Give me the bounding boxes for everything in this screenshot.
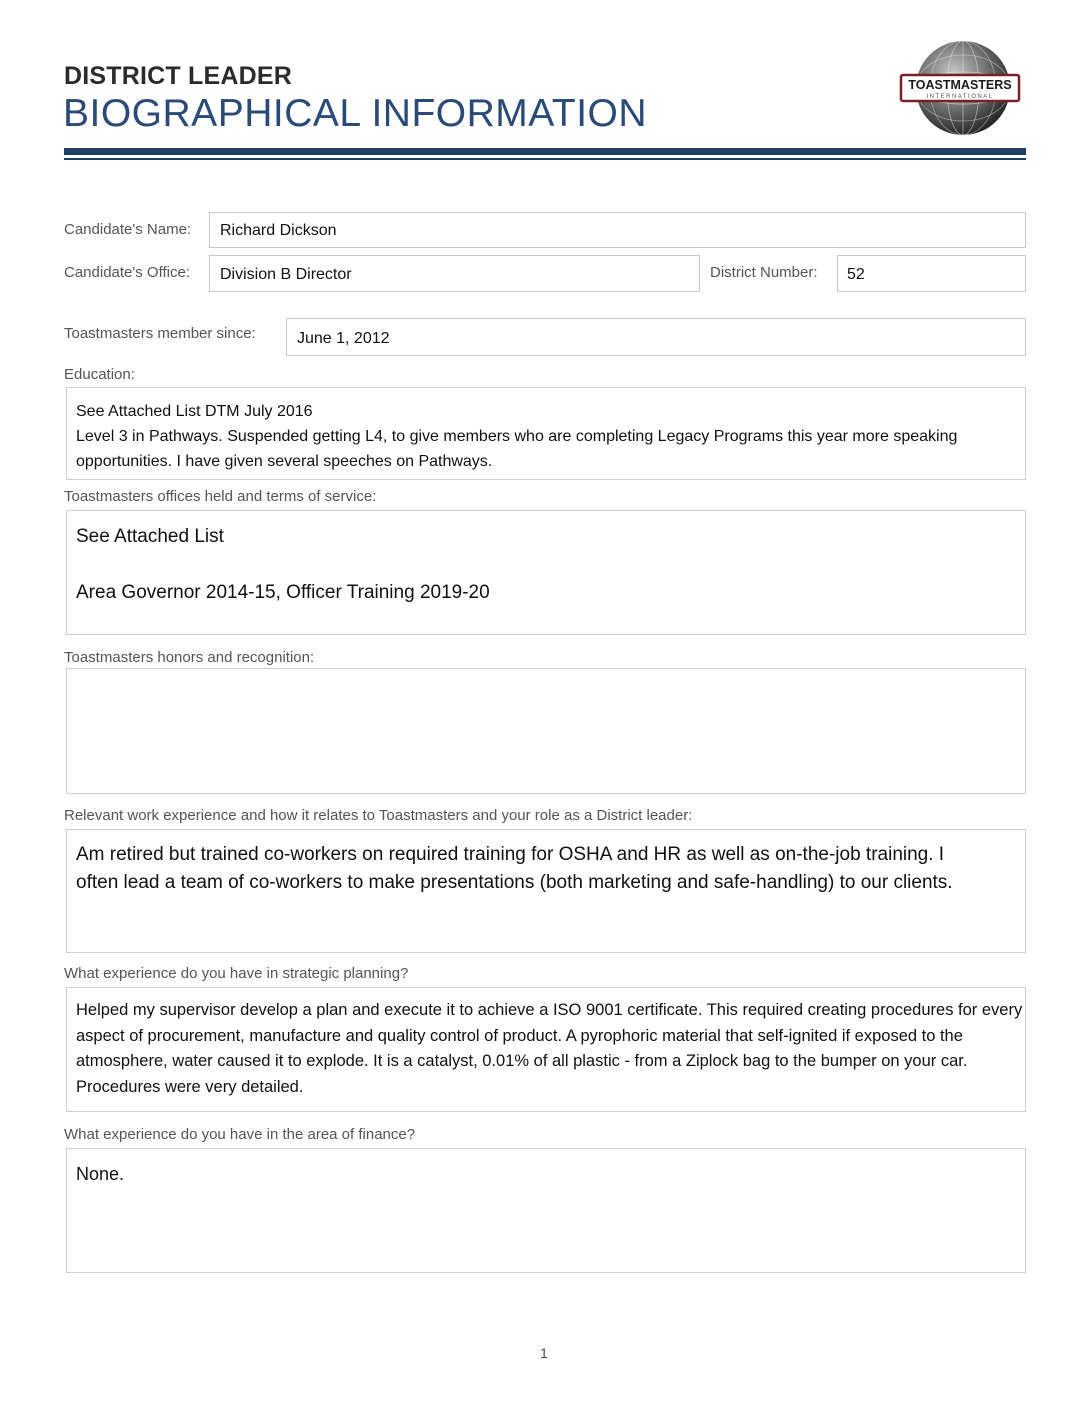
offices-held-label: Toastmasters offices held and terms of service:	[64, 488, 377, 505]
form-title-top: DISTRICT LEADER	[64, 62, 292, 90]
candidate-name-value: Richard Dickson	[220, 222, 337, 239]
candidate-office-field[interactable]	[209, 255, 700, 292]
work-experience-text: Am retired but trained co-workers on required training for OSHA and HR as well as on-the-job training. I often lead a team of co-workers to make presentations (both marketing and safe-handling) to our clients.	[76, 844, 953, 893]
strategic-planning-textarea[interactable]	[66, 987, 1026, 1112]
finance-textarea[interactable]	[66, 1148, 1026, 1273]
logo-subtext: INTERNATIONAL	[926, 94, 994, 100]
member-since-label: Toastmasters member since:	[64, 325, 256, 342]
education-textarea[interactable]	[66, 387, 1026, 480]
district-number-field[interactable]	[837, 255, 1026, 292]
header-rule-thin	[64, 158, 1026, 160]
honors-textarea[interactable]	[66, 668, 1026, 794]
district-number-value: 52	[847, 266, 865, 283]
member-since-field[interactable]	[286, 318, 1026, 356]
district-number-label: District Number:	[710, 264, 818, 281]
page-number: 1	[540, 1345, 548, 1361]
candidate-office-value: Division B Director	[220, 266, 352, 283]
candidate-office-label: Candidate's Office:	[64, 264, 190, 281]
logo-text: TOASTMASTERS	[908, 78, 1012, 92]
work-experience-label: Relevant work experience and how it relates to Toastmasters and your role as a District leader:	[64, 807, 693, 824]
form-title-main: BIOGRAPHICAL INFORMATION	[63, 92, 648, 135]
honors-label: Toastmasters honors and recognition:	[64, 649, 315, 666]
candidate-name-field[interactable]	[209, 212, 1026, 248]
finance-text: None.	[76, 1164, 125, 1184]
offices-held-text: See Attached List Area Governor 2014-15, Officer Training 2019-20	[76, 526, 490, 603]
education-text: See Attached List DTM July 2016 Level 3 in Pathways. Suspended getting L4, to give members who are completing Legacy Programs this year more speaking opportunities. I have given several speeches on Pathways.	[76, 403, 958, 470]
toastmasters-logo	[899, 38, 1021, 138]
member-since-value: June 1, 2012	[297, 330, 390, 347]
strategic-planning-label: What experience do you have in strategic planning?	[64, 965, 409, 982]
candidate-name-label: Candidate's Name:	[64, 221, 192, 238]
strategic-planning-text: Helped my supervisor develop a plan and execute it to achieve a ISO 9001 certificate. This required creating procedures for every aspect of procurement, manufacture and quality control of product. A pyrophoric material that self-ignited if exposed to the atmosphere, water caused it to explode. It is a catalyst, 0.01% of all plastic - from a Ziplock bag to the bumper on your car. Procedures were very detailed.	[76, 1001, 1023, 1096]
header-rule-thick	[64, 148, 1026, 155]
finance-label: What experience do you have in the area of finance?	[64, 1126, 416, 1143]
education-label: Education:	[64, 366, 135, 383]
work-experience-textarea[interactable]	[66, 829, 1026, 953]
offices-held-textarea[interactable]	[66, 510, 1026, 635]
